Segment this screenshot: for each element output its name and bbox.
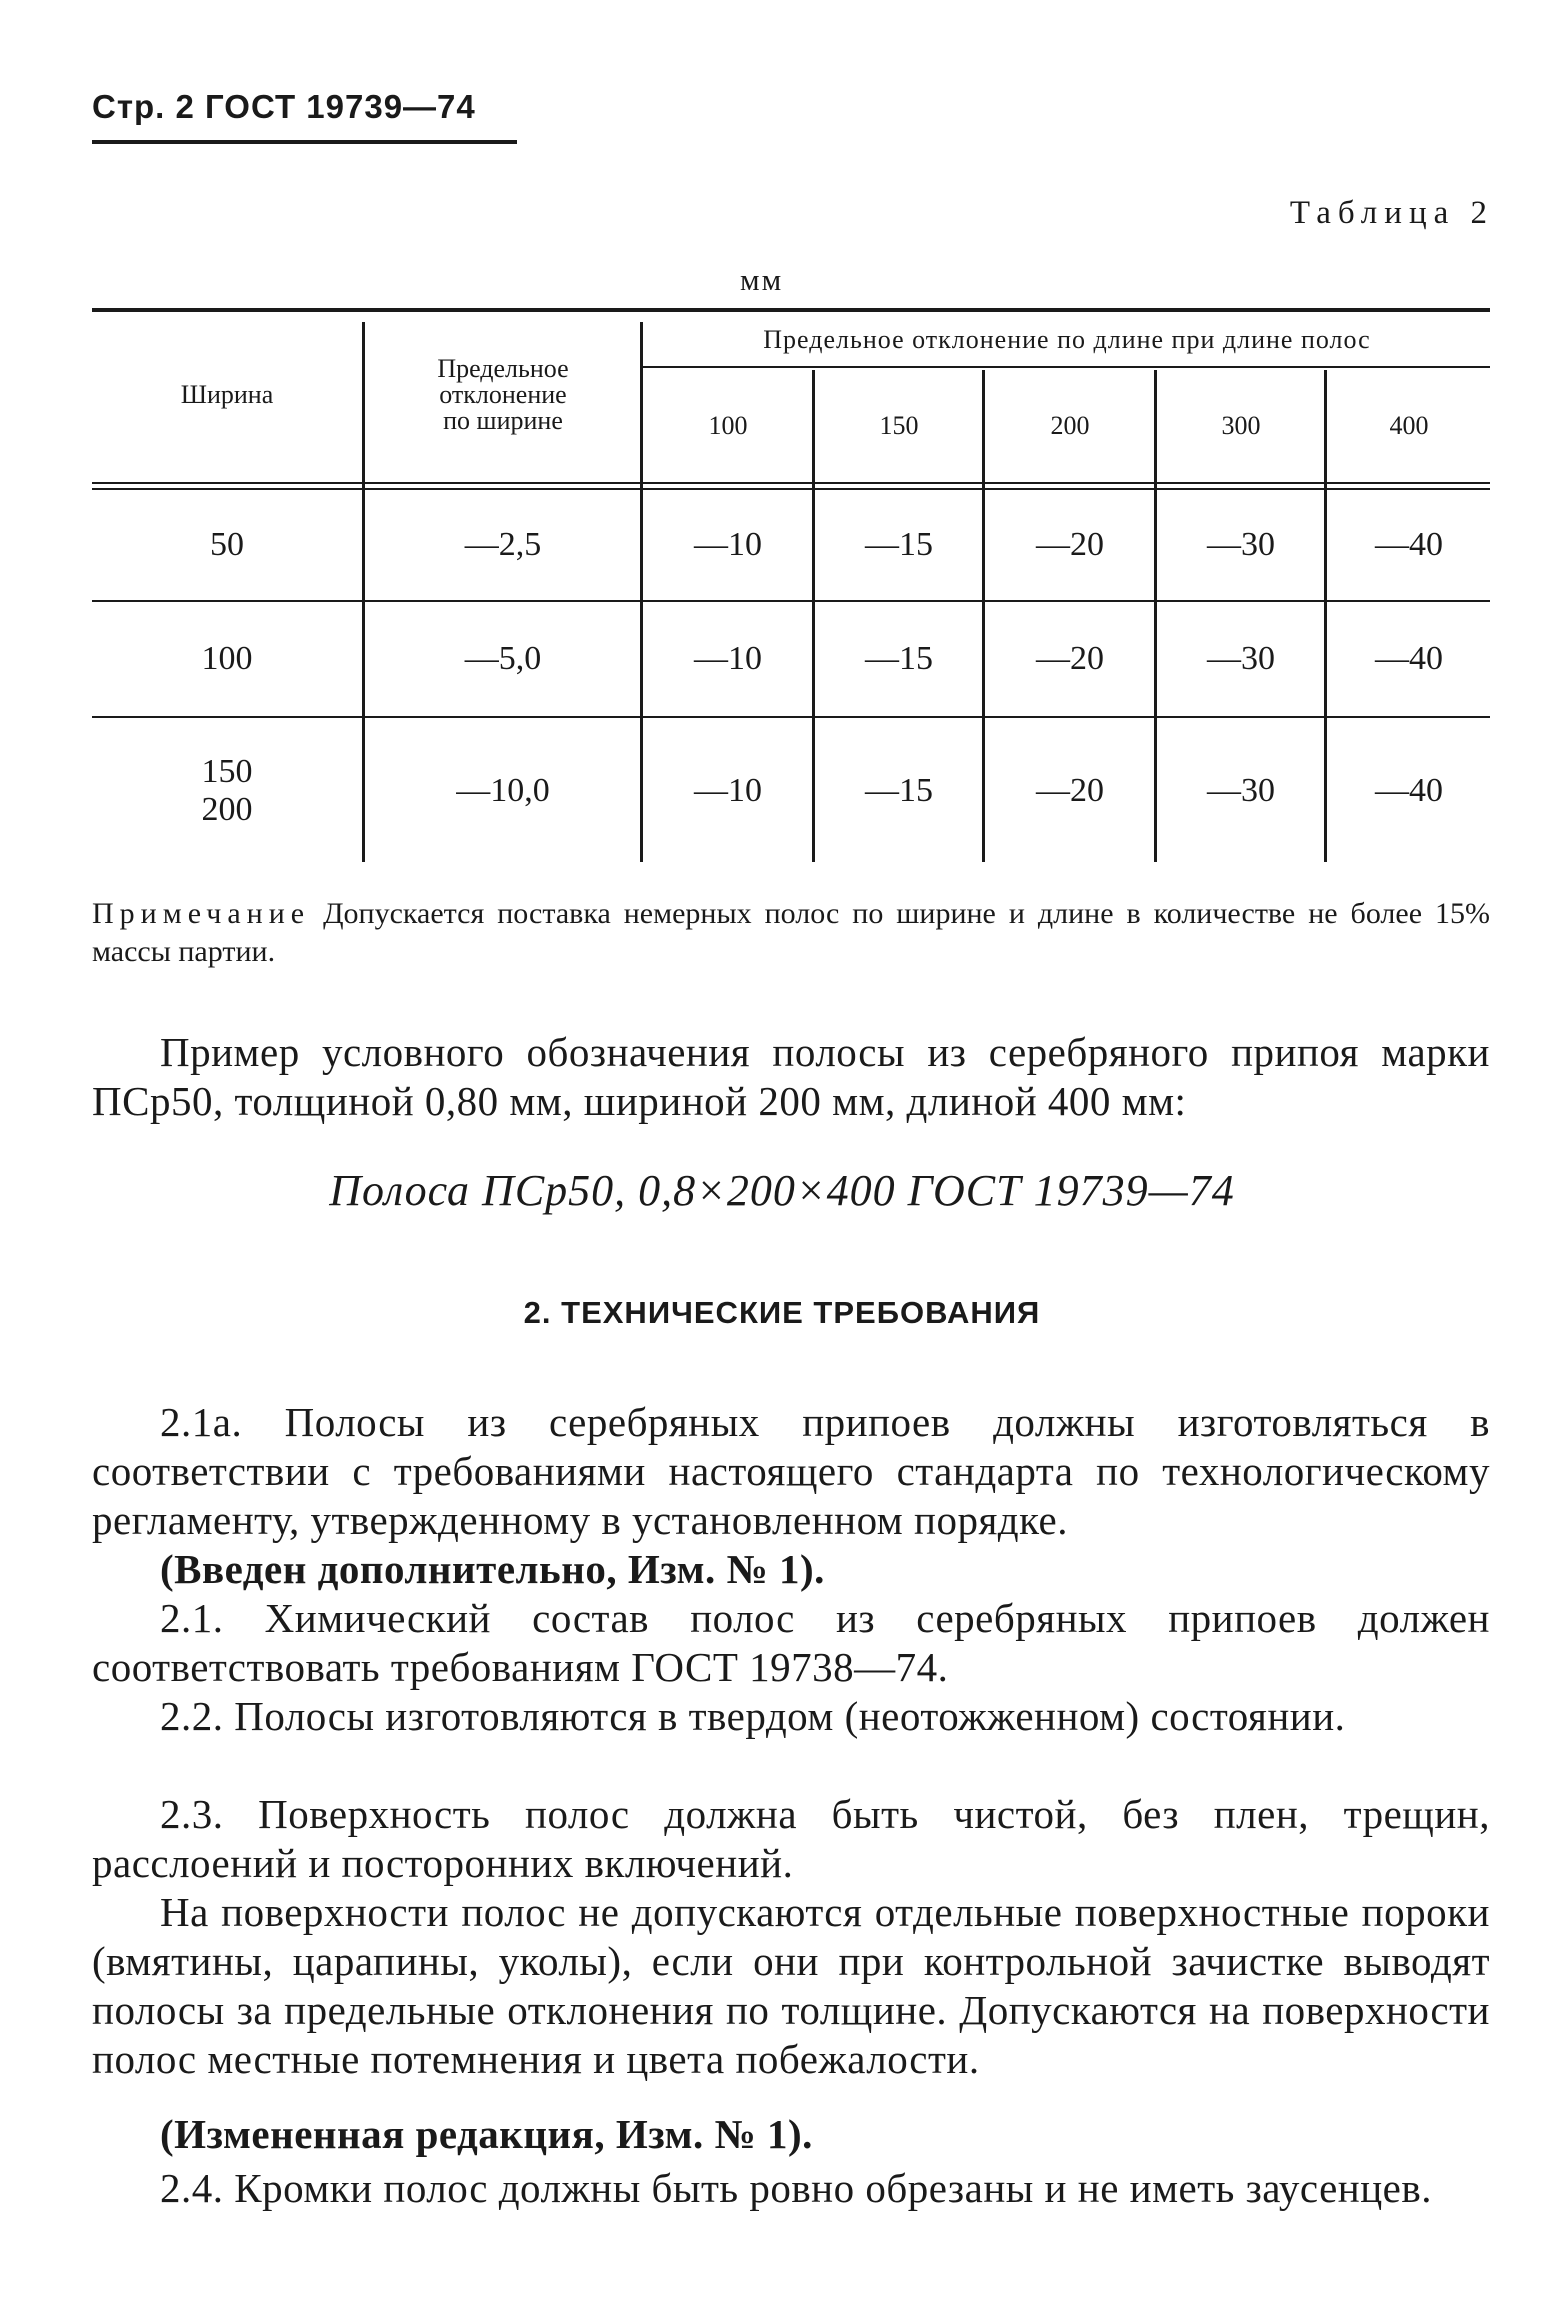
- cell-width: [92, 602, 362, 716]
- cell-length-deviation: [1328, 602, 1490, 716]
- header-width-deviation-line: отклонение: [439, 380, 567, 409]
- table-note: [92, 895, 1490, 971]
- amendment-note: (Измененная редакция, Изм. № 1).: [160, 2111, 813, 2157]
- cell-width-value: 200: [201, 791, 253, 828]
- cell-length-deviation: [644, 490, 812, 600]
- cell-value: —40: [1375, 772, 1443, 809]
- paragraph-2-1: 2.1. Химический состав полос из серебряных припоев должен соответствовать требованиям ГОСТ 19738—74.: [92, 1595, 1490, 1690]
- section-title: 2. ТЕХНИЧЕСКИЕ ТРЕБОВАНИЯ: [523, 1295, 1041, 1330]
- cell-length-deviation: [1328, 490, 1490, 600]
- cell-length-deviation: [1158, 718, 1324, 864]
- cell-length-deviation: [644, 602, 812, 716]
- cell-value: —15: [865, 640, 933, 677]
- cell-length-deviation: [986, 490, 1154, 600]
- table-col-rule: [1324, 370, 1327, 862]
- header-length: [644, 370, 812, 482]
- cell-value: —20: [1036, 526, 1104, 563]
- cell-width-value: 150: [201, 753, 253, 790]
- header-length-value: 300: [1221, 411, 1261, 440]
- paragraph-2-1a: 2.1а. Полосы из серебряных припоев должны изготовляться в соответствии с требованиями настоящего стандарта по технологическому регламенту, утвержденному в установленном порядке.: [92, 1399, 1490, 1543]
- paragraph-2-2: 2.2. Полосы изготовляются в твердом (неотожженном) состоянии.: [160, 1693, 1346, 1739]
- paragraph-2-4: 2.4. Кромки полос должны быть ровно обрезаны и не иметь заусенцев.: [160, 2165, 1432, 2211]
- note-label: Примечание: [92, 897, 311, 930]
- header-rule: [92, 140, 517, 144]
- cell-width-deviation: [366, 602, 640, 716]
- table-units: мм: [740, 262, 784, 297]
- cell-length-deviation: [1328, 718, 1490, 864]
- cell-width-value: 50: [210, 526, 244, 563]
- cell-length-deviation: [816, 718, 982, 864]
- header-length-value: 400: [1389, 411, 1429, 440]
- cell-value: —30: [1207, 772, 1275, 809]
- paragraph-2-3-surface: На поверхности полос не допускаются отдельные поверхностные пороки (вмятины, царапины, уколы), если они при контрольной зачистке выводят полосы за предельные отклонения по толщине. Допускаются на поверхности полос местные потемнения и цвета побежалости.: [92, 1889, 1490, 2082]
- table-header-rule-1: [92, 482, 1490, 484]
- cell-value: —20: [1036, 772, 1104, 809]
- example-intro: Пример условного обозначения полосы из серебряного припоя марки ПСр50, толщиной 0,80 мм, шириной 200 мм, длиной 400 мм:: [92, 1029, 1490, 1124]
- cell-length-deviation: [1158, 490, 1324, 600]
- amendment-note: (Введен дополнительно, Изм. № 1).: [160, 1546, 825, 1592]
- cell-value: —15: [865, 772, 933, 809]
- header-width-deviation-line: Предельное: [437, 354, 569, 383]
- cell-width-deviation: [366, 718, 640, 864]
- header-width-label: Ширина: [180, 380, 274, 409]
- cell-width-deviation-value: —5,0: [464, 640, 542, 677]
- table-col-rule: [812, 370, 815, 862]
- header-width: [92, 308, 362, 482]
- table-col-rule: [982, 370, 985, 862]
- cell-value: —15: [865, 526, 933, 563]
- header-length-value: 150: [879, 411, 919, 440]
- cell-length-deviation: [644, 718, 812, 864]
- header-length: [1158, 370, 1324, 482]
- cell-length-deviation: [986, 718, 1154, 864]
- header-width-deviation: [366, 308, 640, 482]
- cell-width-deviation: [366, 490, 640, 600]
- cell-width-value: 100: [201, 640, 253, 677]
- cell-width-deviation-value: —10,0: [456, 772, 550, 809]
- header-length-value: 100: [708, 411, 748, 440]
- cell-value: —30: [1207, 640, 1275, 677]
- cell-value: —40: [1375, 526, 1443, 563]
- cell-length-deviation: [816, 602, 982, 716]
- cell-value: —10: [694, 772, 762, 809]
- cell-value: —10: [694, 526, 762, 563]
- cell-value: —40: [1375, 640, 1443, 677]
- paragraph-2-3: 2.3. Поверхность полос должна быть чистой, без плен, трещин, расслоений и посторонних включений.: [92, 1791, 1490, 1886]
- note-text: Допускается поставка немерных полос по ширине и длине в количестве не более 15% массы партии.: [92, 897, 1490, 968]
- header-length-deviation-label: Предельное отклонение по длине при длине полос: [763, 325, 1371, 354]
- cell-length-deviation: [816, 490, 982, 600]
- header-length-value: 200: [1050, 411, 1090, 440]
- cell-length-deviation: [986, 602, 1154, 716]
- cell-value: —30: [1207, 526, 1275, 563]
- cell-length-deviation: [1158, 602, 1324, 716]
- page-header: Стр. 2 ГОСТ 19739—74: [92, 88, 476, 125]
- table-col-rule: [362, 322, 365, 862]
- header-width-deviation-line: по ширине: [443, 406, 563, 435]
- table-col-rule: [1154, 370, 1157, 862]
- header-length-deviation: [644, 314, 1490, 366]
- cell-value: —10: [694, 640, 762, 677]
- tolerance-table: [92, 308, 1490, 864]
- cell-value: —20: [1036, 640, 1104, 677]
- cell-width-deviation-value: —2,5: [464, 526, 542, 563]
- table-col-rule: [640, 322, 643, 862]
- header-length: [1328, 370, 1490, 482]
- header-length: [816, 370, 982, 482]
- cell-width: [92, 718, 362, 864]
- table-label: Таблица 2: [1289, 195, 1494, 231]
- header-length: [986, 370, 1154, 482]
- cell-width: [92, 490, 362, 600]
- example-designation: Полоса ПСр50, 0,8×200×400 ГОСТ 19739—74: [329, 1166, 1235, 1215]
- table-subheader-rule: [642, 366, 1490, 368]
